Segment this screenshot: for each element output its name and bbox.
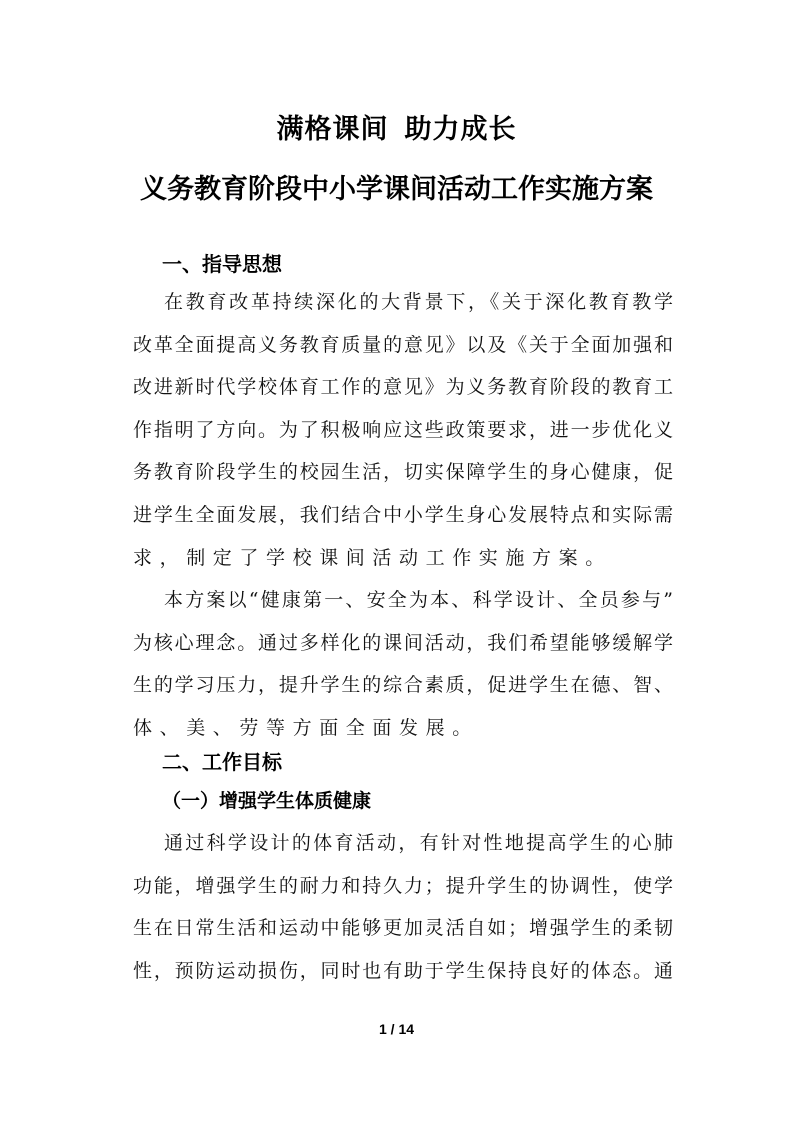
text-line: 生的学习压力，提升学生的综合素质，促进学生在德、智、 (133, 674, 673, 697)
subsection-heading-physical-health: （一）增强学生体质健康 (162, 790, 372, 812)
text-line: 求，制定了学校课间活动工作实施方案。 (133, 546, 612, 569)
document-subtitle: 义务教育阶段中小学课间活动工作实施方案 (140, 174, 653, 205)
text-line: 体、美、劳等方面全面发展。 (133, 716, 479, 739)
text-line: 务教育阶段学生的校园生活，切实保障学生的身心健康，促 (133, 461, 673, 484)
text-line: 性，预防运动损伤，同时也有助于学生保持良好的体态。通 (133, 959, 673, 982)
text-line: 本方案以“健康第一、安全为本、科学设计、全员参与” (164, 589, 673, 611)
text-line: 通过科学设计的体育活动，有针对性地提高学生的心肺 (164, 832, 673, 854)
text-line: 改进新时代学校体育工作的意见》为义务教育阶段的教育工 (133, 376, 673, 399)
page-number: 1 / 14 (378, 1021, 415, 1037)
document-title (0, 110, 793, 150)
title-left: 满格课间 (276, 114, 389, 145)
text-line: 功能，增强学生的耐力和持久力；提升学生的协调性，使学 (133, 874, 673, 897)
text-line: 作指明了方向。为了积极响应这些政策要求，进一步优化义 (133, 418, 673, 441)
section-heading-work-goals: 二、工作目标 (162, 750, 282, 774)
text-line: 改革全面提高义务教育质量的意见》以及《关于全面加强和 (133, 333, 673, 356)
text-line: 在教育改革持续深化的大背景下，《关于深化教育教学 (164, 291, 673, 313)
section-heading-guiding-ideology: 一、指导思想 (162, 252, 282, 276)
text-line: 生在日常生活和运动中能够更加灵活自如；增强学生的柔韧 (133, 917, 673, 940)
paragraph-physical-health (133, 822, 673, 992)
text-line: 为核心理念。通过多样化的课间活动，我们希望能够缓解学 (133, 631, 673, 654)
title-right: 助力成长 (404, 114, 517, 145)
paragraph-guiding-1 (133, 281, 673, 579)
paragraph-guiding-2 (133, 579, 673, 749)
text-line: 进学生全面发展，我们结合中小学生身心发展特点和实际需 (133, 503, 673, 526)
